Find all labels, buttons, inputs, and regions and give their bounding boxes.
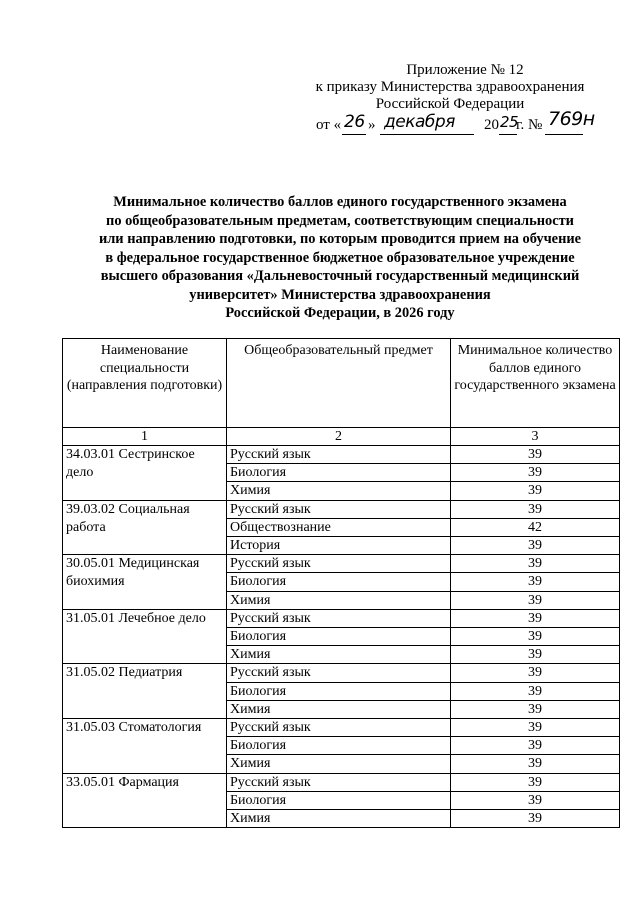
score-cell: 39 [451,446,620,464]
document-title [40,193,640,323]
handwritten-month: декабря [384,112,455,132]
subject-cell: Русский язык [227,773,451,791]
specialty-cell: 34.03.01 Сестринское дело [63,446,227,501]
subject-cell: Обществознание [227,518,451,536]
handwritten-day: 26 [344,112,365,132]
date-mid: » [368,117,376,133]
title-line: Минимальное количество баллов единого государственного экзамена [113,194,567,210]
subject-cell: Биология [227,737,451,755]
annex-order-ref: к приказу Министерства здравоохранения [315,79,585,95]
number-prefix: г. № [516,117,543,133]
subject-cell: Русский язык [227,500,451,518]
scores-table [62,338,620,828]
title-line: высшего образования «Дальневосточный государственный медицинский [100,268,580,284]
subject-cell: Русский язык [227,446,451,464]
specialty-cell: 33.05.01 Фармация [63,773,227,828]
score-cell: 39 [451,500,620,518]
table-row [63,664,620,682]
subject-cell: Химия [227,482,451,500]
score-cell: 39 [451,628,620,646]
specialty-cell: 39.03.02 Социальная работа [63,500,227,555]
title-line: Российской Федерации, в 2026 году [225,305,455,321]
column-number-row [63,428,620,446]
score-cell: 39 [451,591,620,609]
day-underline [342,134,366,135]
subject-cell: Биология [227,682,451,700]
specialty-cell: 31.05.02 Педиатрия [63,664,227,719]
header-specialty: Наименование специальности (направления подготовки) [63,339,227,428]
column-number: 3 [451,428,620,446]
subject-cell: Биология [227,573,451,591]
score-cell: 39 [451,682,620,700]
table-row [63,719,620,737]
subject-cell: Химия [227,810,451,828]
subject-cell: Биология [227,628,451,646]
specialty-cell: 31.05.03 Стоматология [63,719,227,774]
score-cell: 39 [451,755,620,773]
title-line: или направлению подготовки, по которым проводится прием на обучение [98,231,582,247]
subject-cell: Химия [227,646,451,664]
annex-ministry: Российской Федерации [375,96,525,112]
subject-cell: Русский язык [227,664,451,682]
header-min-score: Минимальное количество баллов единого государственного экзамена [451,339,620,428]
date-prefix: от « [316,117,342,133]
score-cell: 39 [451,700,620,718]
table-row [63,446,620,464]
table-row [63,609,620,627]
score-cell: 39 [451,773,620,791]
table-body [63,446,620,828]
year-underline [499,134,517,135]
annex-header [300,62,600,137]
month-underline [380,134,474,135]
handwritten-year: 25 [500,113,519,131]
column-number: 2 [227,428,451,446]
score-cell: 39 [451,555,620,573]
handwritten-number: 769н [548,108,595,130]
subject-cell: История [227,537,451,555]
subject-cell: Русский язык [227,555,451,573]
year-prefix: 20 [484,117,499,133]
table-row [63,555,620,573]
title-line: университет» Министерства здравоохранения [189,286,491,303]
score-cell: 39 [451,646,620,664]
subject-cell: Химия [227,755,451,773]
subject-cell: Химия [227,700,451,718]
score-cell: 39 [451,482,620,500]
table-row [63,500,620,518]
number-underline [545,134,583,135]
score-cell: 39 [451,573,620,591]
score-cell: 39 [451,719,620,737]
title-line: по общеобразовательным предметам, соответствующим специальности [106,212,574,229]
header-subject: Общеобразовательный предмет [227,339,451,428]
specialty-cell: 30.05.01 Медицинская биохимия [63,555,227,610]
annex-date-line [300,108,600,137]
title-line: в федеральное государственное бюджетное образовательное учреждение [105,249,575,266]
column-number: 1 [63,428,227,446]
score-cell: 39 [451,791,620,809]
score-cell: 39 [451,464,620,482]
subject-cell: Биология [227,791,451,809]
subject-cell: Русский язык [227,609,451,627]
subject-cell: Химия [227,591,451,609]
annex-number: Приложение № 12 [406,62,524,78]
specialty-cell: 31.05.01 Лечебное дело [63,609,227,664]
score-cell: 39 [451,810,620,828]
score-cell: 39 [451,737,620,755]
score-cell: 39 [451,664,620,682]
score-cell: 42 [451,518,620,536]
subject-cell: Русский язык [227,719,451,737]
score-cell: 39 [451,609,620,627]
table-row [63,773,620,791]
subject-cell: Биология [227,464,451,482]
header-row [63,339,620,428]
score-cell: 39 [451,537,620,555]
